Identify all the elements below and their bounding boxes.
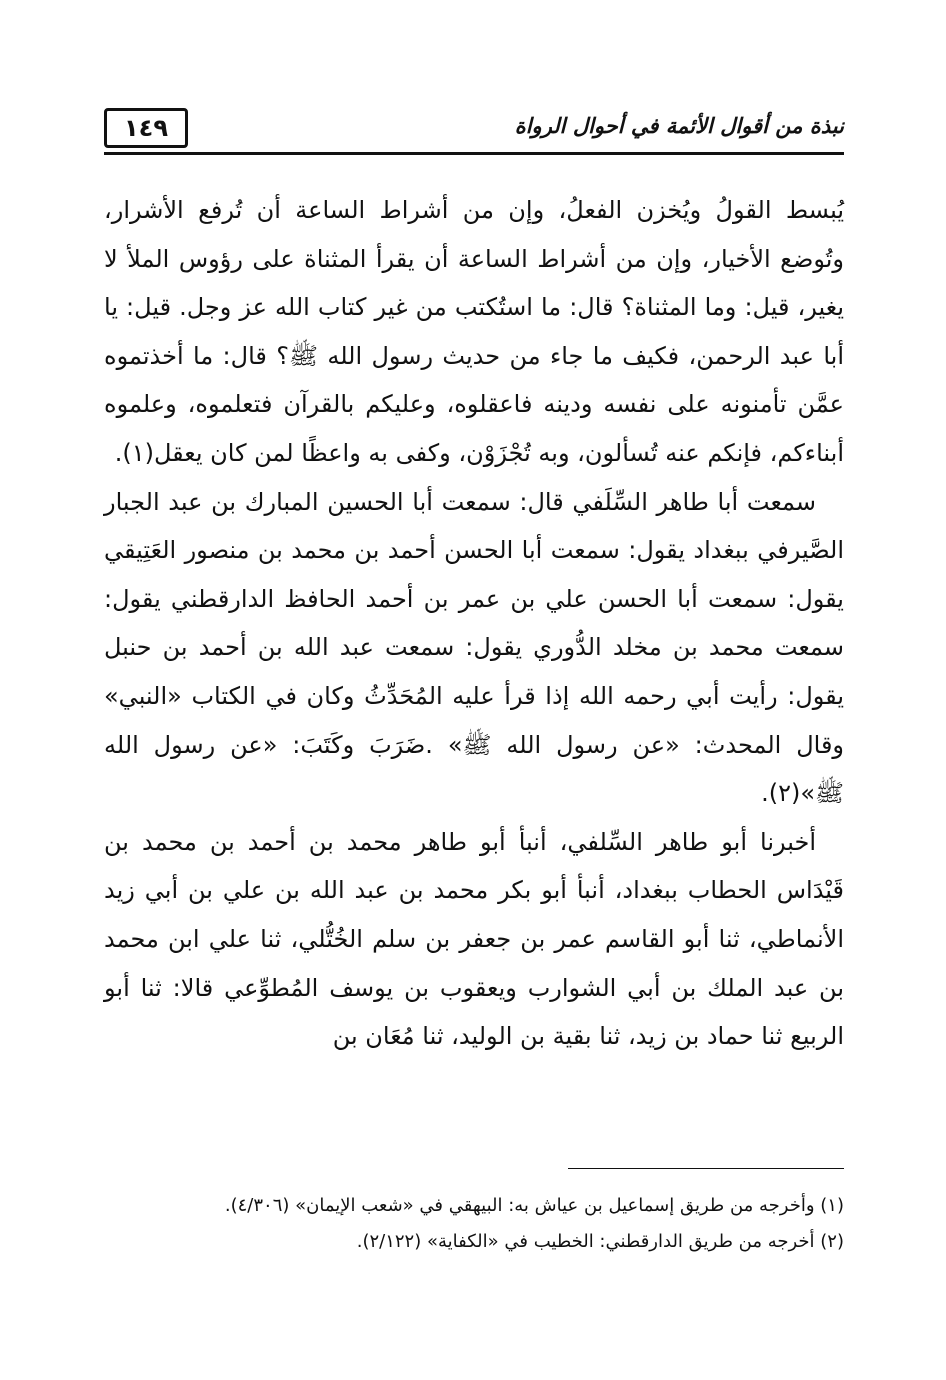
running-title: نبذة من أقوال الأئمة في أحوال الرواة bbox=[514, 114, 844, 138]
page-header bbox=[104, 100, 844, 156]
paragraph-2: سمعت أبا طاهر السِّلَفي قال: سمعت أبا الحسين المبارك بن عبد الجبار الصَّيرفي ببغداد يقول: سمعت أبا الحسن أحمد بن محمد بن منصور العَتِيقي يقول: سمعت أبا الحسن علي بن عمر بن أحمد الحافظ الدارقطني يقول: سمعت محمد بن مخلد الدُّوري يقول: سمعت عبد الله بن أحمد بن حنبل يقول: رأيت أبي رحمه الله إذا قرأ عليه المُحَدِّثُ وكان في الكتاب «النبي» وقال المحدث: «عن رسول الله ﷺ» .ضَرَبَ وكَتَبَ: «عن رسول الله ﷺ»(٢). bbox=[104, 487, 844, 808]
footnotes bbox=[104, 1188, 844, 1260]
paragraph-3: أخبرنا أبو طاهر السِّلفي، أنبأ أبو طاهر محمد بن أحمد بن محمد بن قَيْدَاس الحطاب ببغداد، أنبأ أبو بكر محمد بن عبد الله بن علي بن أبي زيد الأنماطي، ثنا أبو القاسم عمر بن جعفر بن سلم الخُتُّلي، ثنا علي ابن محمد بن عبد الملك بن أبي الشوارب ويعقوب بن يوسف المُطوِّعي قالا: ثنا أبو الربيع ثنا حماد بن زيد، ثنا بقية بن الوليد، ثنا مُعَان بن bbox=[104, 827, 844, 1051]
footnote-separator bbox=[568, 1168, 844, 1169]
main-text bbox=[104, 186, 844, 1061]
footnote-2: (٢) أخرجه من طريق الدارقطني: الخطيب في «الكفاية» (٢/١٢٢). bbox=[356, 1231, 844, 1252]
header-rule bbox=[104, 152, 844, 155]
page-number: ١٤٩ bbox=[104, 108, 188, 148]
footnote-1: (١) وأخرجه من طريق إسماعيل بن عياش به: البيهقي في «شعب الإيمان» (٤/٣٠٦). bbox=[224, 1195, 844, 1216]
paragraph-1: يُبسط القولُ ويُخزن الفعلُ، وإن من أشراط الساعة أن تُرفع الأشرار، وتُوضع الأخيار، وإن من أشراط الساعة أن يقرأ المثناة على رؤوس الملأ لا يغير، قيل: وما المثناة؟ قال: ما استُكتب من غير كتاب الله عز وجل. قيل: يا أبا عبد الرحمن، فكيف ما جاء من حديث رسول الله ﷺ؟ قال: ما أخذتموه عمَّن تأمنونه على نفسه ودينه فاعقلوه، وعليكم بالقرآن فتعلموه، وعلموه أبناءكم، فإنكم عنه تُسألون، وبه تُجْزَوْن، وكفى به واعظًا لمن كان يعقل(١). bbox=[104, 196, 844, 467]
